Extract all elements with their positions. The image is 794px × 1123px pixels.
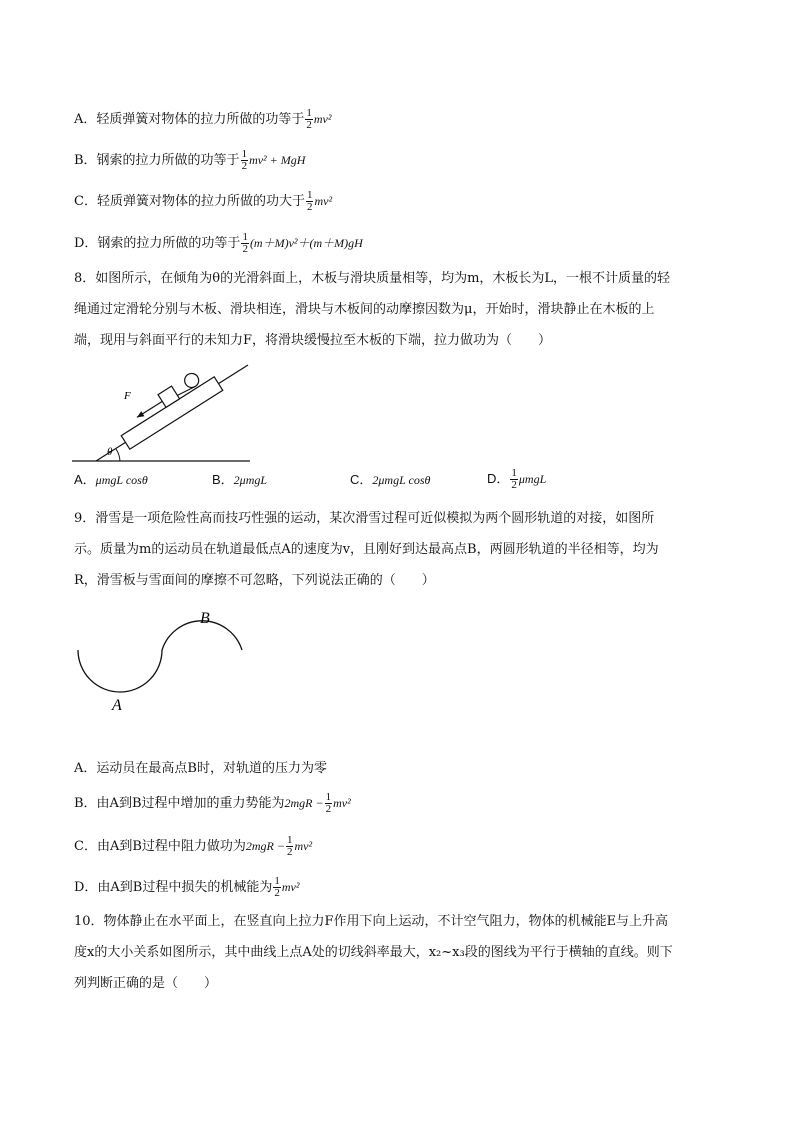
fraction: $\frac{1}{2}$ <box>325 791 332 815</box>
q10-stem-line-2: 度x的大小关系如图所示，其中曲线上点A处的切线斜率最大，x₂~x₃段的图线为平行于横轴的直线。则下 <box>74 945 673 960</box>
fraction: $\frac{1}{2}$ <box>306 189 313 213</box>
formula: (m＋M)v²＋(m＋M)gH <box>249 236 363 250</box>
formula: mv² <box>314 194 333 208</box>
q7-option-c <box>74 190 332 213</box>
q9-stem-line-1: 9．滑雪是一项危险性高而技巧性强的运动，某次滑雪过程可近似模拟为两个圆形轨道的对接，如图所 <box>74 511 655 526</box>
force-label: F <box>124 390 131 402</box>
fraction: $\frac{1}{2}$ <box>241 148 248 172</box>
q10-stem-line-3: 列判断正确的是（ ） <box>74 976 218 991</box>
q8-option-c: C．2μmgL cosθ <box>350 472 431 487</box>
fraction: $\frac{1}{2}$ <box>511 467 517 491</box>
point-b-label: B <box>200 610 210 627</box>
option-text: D．钢索的拉力所做的功等于 <box>74 236 241 251</box>
fraction: $\frac{1}{2}$ <box>274 875 280 899</box>
fraction: $\frac{1}{2}$ <box>286 834 293 858</box>
q8-option-d: D． $\frac{1}{2}$ μmgL <box>487 467 547 491</box>
lower-circular-track <box>78 650 162 692</box>
angle-arc <box>116 449 120 461</box>
formula: mv² + MgH <box>249 153 306 167</box>
fraction: $\frac{1}{2}$ <box>306 107 312 131</box>
q8-stem-line-3: 端，现用与斜面平行的未知力F，将滑块缓慢拉至木板的下端，拉力做功为（ ） <box>74 333 552 348</box>
q9-stem-line-3: R，滑雪板与雪面间的摩擦不可忽略，下列说法正确的（ ） <box>74 573 435 588</box>
option-text: C．轻质弹簧对物体的拉力所做的功大于 <box>74 194 305 209</box>
point-a-label: A <box>112 697 122 714</box>
formula: mv² <box>313 112 332 126</box>
track-figure <box>70 600 260 720</box>
incline-figure <box>60 355 260 467</box>
q9-option-d: D．由A到B过程中损失的机械能为 $\frac{1}{2}$ mv² <box>74 875 300 899</box>
q10-stem-line-1: 10．物体静止在水平面上，在竖直向上拉力F作用下向上运动，不计空气阻力，物体的机械能E与上升高 <box>74 914 669 929</box>
q7-option-d <box>74 232 363 255</box>
q7-option-b <box>74 149 305 172</box>
q9-option-a: A．运动员在最高点B时，对轨道的压力为零 <box>74 761 327 776</box>
q8-option-a: A．μmgL cosθ <box>74 472 148 487</box>
q9-option-b: B．由A到B过程中增加的重力势能为2mgR − $\frac{1}{2}$ mv² <box>74 791 351 815</box>
force-arrowhead <box>135 411 144 420</box>
q9-stem-line-2: 示。质量为m的运动员在轨道最低点A的速度为v，且刚好到达最高点B，两圆形轨道的半径相等，均为 <box>74 542 659 557</box>
q8-stem-line-2: 绳通过定滑轮分别与木板、滑块相连，滑块与木板间的动摩擦因数为μ，开始时，滑块静止在木板的上 <box>74 302 655 317</box>
q8-option-b: B．2μmgL <box>212 472 268 487</box>
q7-option-a <box>74 108 331 131</box>
q8-stem-line-1: 8．如图所示，在倾角为θ的光滑斜面上，木板与滑块质量相等，均为m，木板长为L，一根不计质量的轻 <box>74 271 671 286</box>
option-text: B．钢索的拉力所做的功等于 <box>74 153 240 168</box>
theta-label: θ <box>107 446 113 458</box>
option-text: A．轻质弹簧对物体的拉力所做的功等于 <box>74 112 305 127</box>
q9-option-c: C．由A到B过程中阻力做功为2mgR − $\frac{1}{2}$ mv² <box>74 834 313 858</box>
fraction: $\frac{1}{2}$ <box>242 231 248 255</box>
